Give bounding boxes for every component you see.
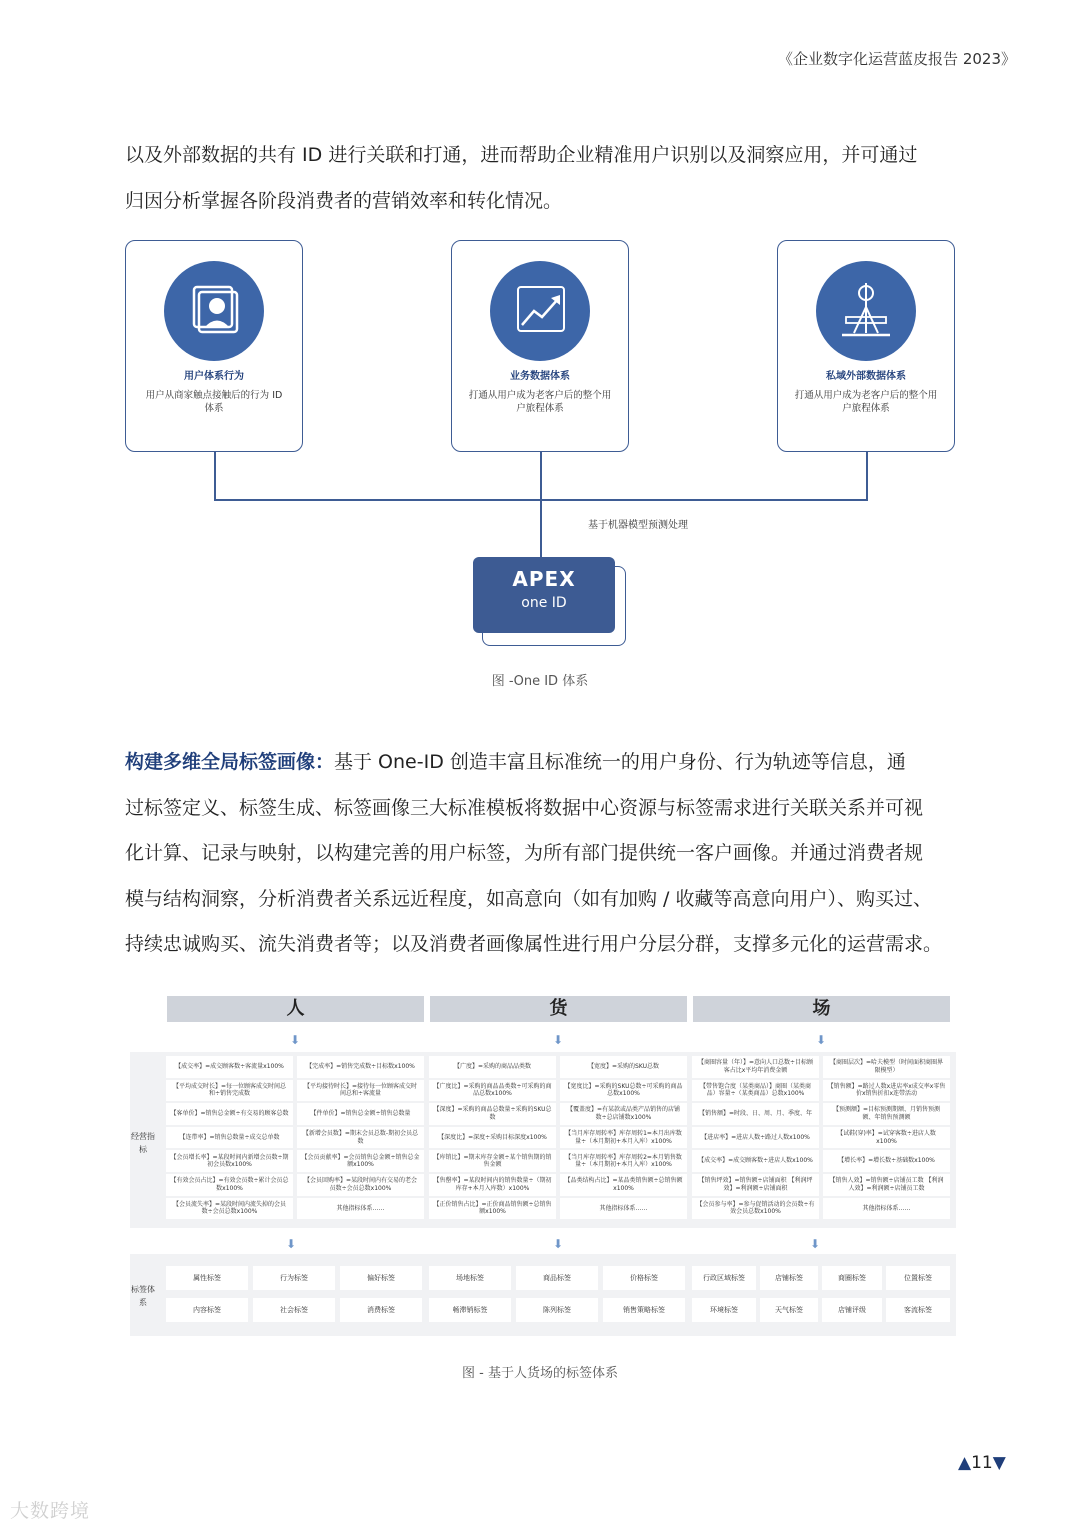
section-line: 持续忠诚购买、流失消费者等；以及消费者画像属性进行用户分层分群，支撑多元化的运营需求。: [125, 933, 943, 955]
metric-cell: 【试鞋(穿)率】=试穿客数÷进店人数x100%: [823, 1127, 950, 1149]
growth-chart-icon: [490, 261, 590, 361]
tag-label: 属性标签: [166, 1266, 248, 1290]
metric-cell: 【成交率】=成交顾客数÷进店人数x100%: [692, 1150, 819, 1172]
down-arrow-icon: ⬇: [553, 1033, 564, 1047]
metric-cell: 【正价销售占比】=正价商品销售额÷总销售额x100%: [429, 1198, 556, 1220]
tag-label: 价格标签: [603, 1266, 685, 1290]
metric-cell: 【有效会员占比】=有效会员数÷累计会员总数x100%: [166, 1174, 293, 1196]
section-line: 化计算、记录与映射，以构建完善的用户标签，为所有部门提供统一客户画像。并通过消费者规: [125, 842, 924, 864]
figure-caption: 图 -One ID 体系: [491, 674, 589, 689]
metric-cell: 【件单价】=销售总金额÷销售总数量: [297, 1103, 424, 1125]
tag-label: 天气标签: [760, 1298, 818, 1322]
metric-cell: 【客单价】=销售总金额÷有交易的顾客总数: [166, 1103, 293, 1125]
section-line: 基于 One-ID 创造丰富且标准统一的用户身份、行为轨迹等信息，通: [334, 751, 906, 773]
tag-label: 位置标签: [886, 1266, 950, 1290]
card-description: 打通从用户成为老客户后的整个用户旅程体系: [468, 390, 612, 414]
user-profile-icon: [164, 261, 264, 361]
report-title: 《企业数字化运营蓝皮报告 2023》: [778, 50, 1016, 68]
flow-label: 基于机器模型预测处理: [588, 520, 688, 531]
down-arrow-icon: ⬇: [553, 1237, 564, 1251]
connector-line: [866, 452, 868, 500]
metric-cell: 其他指标体系……: [823, 1198, 950, 1220]
tag-label: 偏好标签: [340, 1266, 422, 1290]
down-arrow-icon: ⬇: [290, 1033, 301, 1047]
metric-cell: 【会员回购率】=某段时间内有交易的老会员数÷会员总数x100%: [297, 1174, 424, 1196]
metric-cell: 【深度比】=深度÷采购目标深度x100%: [429, 1127, 556, 1149]
metric-cell: 【完成率】=销售完成数÷目标数x100%: [297, 1056, 424, 1078]
apex-oneid-box: [473, 557, 615, 633]
tag-label: 场地标签: [429, 1266, 511, 1290]
column-header-people: 人: [167, 996, 424, 1022]
side-label-metrics: 经营指标: [131, 1132, 155, 1154]
column-header-place: 场: [693, 996, 950, 1022]
down-arrow-icon: ⬇: [816, 1033, 827, 1047]
metric-cell: 【增长率】=增长数÷基础数x100%: [823, 1150, 950, 1172]
section-paragraph: [125, 740, 965, 968]
down-arrow-icon: ⬇: [286, 1237, 297, 1251]
metric-cell: 【会员贡献率】=会员销售总金额÷销售总金额x100%: [297, 1150, 424, 1172]
business-data-card: [451, 240, 629, 452]
private-external-data-card: [777, 240, 955, 452]
tag-label: 畅滞销标签: [429, 1298, 511, 1322]
metric-cell: 【广度比】=采购的商品品类数÷可采购的商品总数x100%: [429, 1080, 556, 1102]
metric-cell: 【销售额】=路过人数x进店率x成交率x零售价x销售折扣x连带活动: [823, 1080, 950, 1102]
page-number: ▲11▼: [958, 1453, 1006, 1473]
metric-cell: 【带售饱合度（某类商品）】商圈（某类商品）容量÷（某类商品）总数x100%: [692, 1080, 819, 1102]
metric-cell: 【库销比】=期末库存金额÷某个销售期的销售金额: [429, 1150, 556, 1172]
metric-cell: 【会员参与率】=参与促销活动的会员数÷有效会员总数x100%: [692, 1198, 819, 1220]
metric-cell: 【广度】=采购的商品品类数: [429, 1056, 556, 1078]
metric-cell: 【当月库存周转率】库存周转2=本月销售数量÷（本月期初+本月入库）x100%: [560, 1150, 687, 1172]
metric-cell: 【进店率】=进店人数÷路过人数x100%: [692, 1127, 819, 1149]
tag-label: 陈列标签: [516, 1298, 598, 1322]
metric-cell: 【宽度比】=采购的SKU总数÷可采购的商品总数x100%: [560, 1080, 687, 1102]
metric-cell: 其他指标体系……: [297, 1198, 424, 1220]
section-line: 过标签定义、标签生成、标签画像三大标准模板将数据中心资源与标签需求进行关联关系并可视: [125, 796, 924, 819]
tag-label: 内容标签: [166, 1298, 248, 1322]
column-header-goods: 货: [430, 996, 687, 1022]
tag-label: 行为标签: [253, 1266, 335, 1290]
metric-cell: 【商圈层次】=哈夫模型（时间面积商圈界限模型）: [823, 1056, 950, 1078]
section-line: 模与结构洞察，分析消费者关系远近程度，如高意向（如有加购 / 收藏等高意向用户）、购买过、: [125, 887, 932, 910]
card-title: 私域外部数据体系: [826, 371, 906, 382]
metric-cell: 【销售额】=时段、日、周、月、季度、年: [692, 1103, 819, 1125]
metric-cell: 【销售坪效】=销售额÷店铺面积 【利润坪效】=利润额÷店铺面积: [692, 1174, 819, 1196]
card-title: 业务数据体系: [510, 371, 570, 382]
metric-cell: 【会员增长率】=某段时间内新增会员数÷期初会员数x100%: [166, 1150, 293, 1172]
metric-cell: 【售罄率】=某段时间内的销售数量÷（期初库存+本月入库数）x100%: [429, 1174, 556, 1196]
metric-cell: 【会员流失率】=某段时间内流失掉的会员数÷会员总数x100%: [166, 1198, 293, 1220]
apex-subtitle: one ID: [521, 595, 567, 611]
tag-label: 商圈标签: [822, 1266, 882, 1290]
tag-label: 销售策略标签: [603, 1298, 685, 1322]
metric-cell: 【品类结构占比】=某品类销售额÷总销售额x100%: [560, 1174, 687, 1196]
figure-caption: 图 - 基于人货场的标签体系: [462, 1366, 618, 1381]
metric-cell: 【成交率】=成交顾客数÷客流量x100%: [166, 1056, 293, 1078]
watermark-text: 大数跨境: [10, 1500, 91, 1522]
card-description: 用户从商家触点接触后的行为 ID 体系: [145, 390, 283, 414]
tag-label: 客流标签: [886, 1298, 950, 1322]
data-tower-icon: [816, 261, 916, 361]
card-description: 打通从用户成为老客户后的整个用户旅程体系: [794, 390, 938, 414]
tag-label: 店铺评级: [822, 1298, 882, 1322]
tag-label: 社会标签: [253, 1298, 335, 1322]
side-label-tags: 标签体系: [131, 1285, 155, 1307]
page-number-text: 11: [971, 1453, 993, 1473]
section-heading: 构建多维全局标签画像：: [125, 751, 335, 773]
intro-paragraph: [125, 132, 965, 224]
metric-cell: 【预测额】=目标预测期额、月销售预测额、年销售预测额: [823, 1103, 950, 1125]
tag-label: 消费标签: [340, 1298, 422, 1322]
connector-line: [540, 452, 542, 558]
user-behavior-card: [125, 240, 303, 452]
metric-cell: 【连带率】=销售总数量÷成交总单数: [166, 1127, 293, 1149]
metric-cell: 【平均成交时长】=每一位顾客成交时间总和÷销售完成数: [166, 1080, 293, 1102]
connector-line: [214, 452, 216, 500]
metric-cell: 【商圈容量（年）】=意向人口总数÷目标顾客占比x平均年消费金额: [692, 1056, 819, 1078]
tag-label: 商品标签: [516, 1266, 598, 1290]
tag-label: 环境标签: [692, 1298, 756, 1322]
intro-line: 归因分析掌握各阶段消费者的营销效率和转化情况。: [125, 190, 563, 212]
intro-line: 以及外部数据的共有 ID 进行关联和打通，进而帮助企业精准用户识别以及洞察应用，并可通过: [125, 144, 918, 166]
metric-cell: 【覆盖度】=有某款或品类产品销售的店铺数÷总店铺数x100%: [560, 1103, 687, 1125]
connector-line: [214, 499, 868, 501]
metric-cell: 【深度】=采购的商品总数量÷采购的SKU总数: [429, 1103, 556, 1125]
metric-cell: 【当月库存周转率】库存周转1=本月出库数量÷（本月期初+本月入库）x100%: [560, 1127, 687, 1149]
tag-label: 行政区域标签: [692, 1266, 756, 1290]
tag-label: 店铺标签: [760, 1266, 818, 1290]
metric-cell: 【宽度】=采购的SKU总数: [560, 1056, 687, 1078]
metric-cell: 【销售人效】=销售额÷店铺员工数 【利润人效】=利润额÷店铺员工数: [823, 1174, 950, 1196]
down-arrow-icon: ⬇: [810, 1237, 821, 1251]
metric-cell: 【新增会员数】=期末会员总数-期初会员总数: [297, 1127, 424, 1149]
card-title: 用户体系行为: [184, 371, 244, 382]
apex-logo-text: APEX: [512, 567, 576, 591]
metric-cell: 【平均接待时长】=接待每一位顾客成交时间总和÷客流量: [297, 1080, 424, 1102]
metric-cell: 其他指标体系……: [560, 1198, 687, 1220]
